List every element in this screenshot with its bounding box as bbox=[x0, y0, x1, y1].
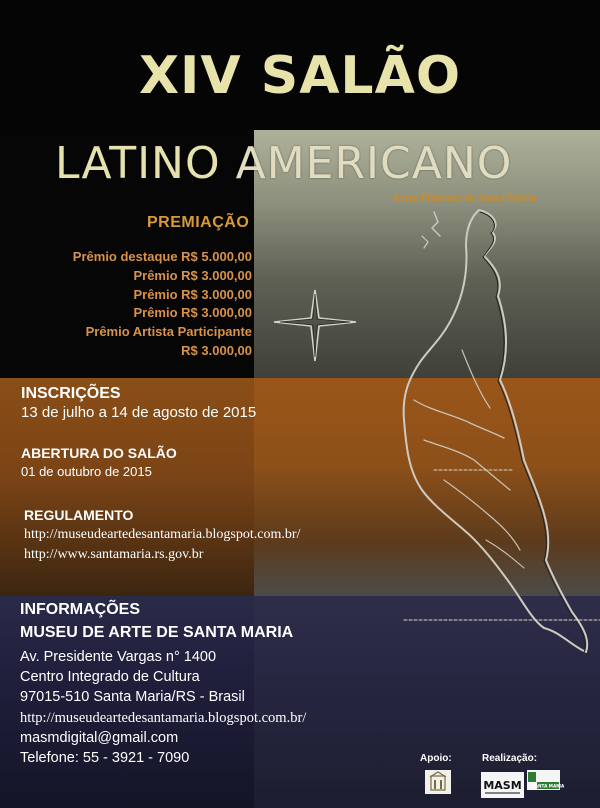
premiacao-heading: PREMIAÇÃO bbox=[147, 214, 250, 231]
museum-name: MUSEU DE ARTE DE SANTA MARIA bbox=[20, 624, 294, 641]
masm-logo-text: MASM bbox=[483, 779, 522, 792]
prize-item: Prêmio R$ 3.000,00 bbox=[133, 267, 252, 283]
inscricoes-dates: 13 de julho a 14 de agosto de 2015 bbox=[21, 404, 257, 421]
inscricoes-heading: INSCRIÇÕES bbox=[21, 385, 121, 402]
prize-item: R$ 3.000,00 bbox=[181, 342, 252, 358]
email-link[interactable]: masmdigital@gmail.com bbox=[20, 729, 179, 746]
subtitle: Artes Plásticas de Santa Maria bbox=[392, 192, 537, 204]
prize-list bbox=[20, 248, 252, 361]
title-latino: LATINO bbox=[55, 138, 236, 189]
santa-maria-logo-text: SANTA MARIA bbox=[531, 783, 565, 789]
abertura-heading: ABERTURA DO SALÃO bbox=[21, 445, 177, 461]
apoio-label: Apoio: bbox=[420, 753, 452, 764]
title-line-1: XIV SALÃO bbox=[138, 46, 462, 106]
prize-item: Prêmio R$ 3.000,00 bbox=[133, 286, 252, 302]
masm-logo bbox=[481, 772, 524, 798]
address: Av. Presidente Vargas n° 1400 bbox=[20, 649, 217, 665]
phone: Telefone: 55 - 3921 - 7090 bbox=[20, 750, 190, 767]
abertura-date: 01 de outubro de 2015 bbox=[21, 464, 152, 479]
contact-info bbox=[20, 647, 306, 768]
regulamento-link-blog[interactable]: http://museudeartedesantamaria.blogspot.com.br/ bbox=[24, 527, 301, 542]
prize-item: Prêmio R$ 3.000,00 bbox=[133, 305, 252, 321]
regulamento-link-site[interactable]: http://www.santamaria.rs.gov.br bbox=[24, 547, 204, 562]
prize-item: Prêmio Artista Participante bbox=[85, 324, 252, 340]
title-line-2 bbox=[55, 138, 513, 189]
south-america-map bbox=[254, 200, 600, 680]
santa-maria-logo-graphic bbox=[527, 770, 565, 790]
prize-item: Prêmio destaque R$ 5.000,00 bbox=[72, 249, 252, 264]
regulamento-heading: REGULAMENTO bbox=[24, 507, 134, 523]
cultural-center: Centro Integrado de Cultura bbox=[20, 669, 200, 686]
city-postal: 97015-510 Santa Maria/RS - Brasil bbox=[20, 689, 245, 706]
title-americano: AMERICANO bbox=[235, 138, 513, 189]
masm-logo-graphic bbox=[481, 772, 524, 798]
apoio-logo bbox=[425, 770, 451, 794]
informacoes-heading: INFORMAÇÕES bbox=[20, 601, 140, 618]
blog-link[interactable]: http://museudeartedesantamaria.blogspot.com.br/ bbox=[20, 709, 307, 726]
realizacao-label: Realização: bbox=[482, 753, 538, 764]
santa-maria-logo bbox=[527, 770, 565, 790]
building-icon bbox=[425, 770, 451, 794]
